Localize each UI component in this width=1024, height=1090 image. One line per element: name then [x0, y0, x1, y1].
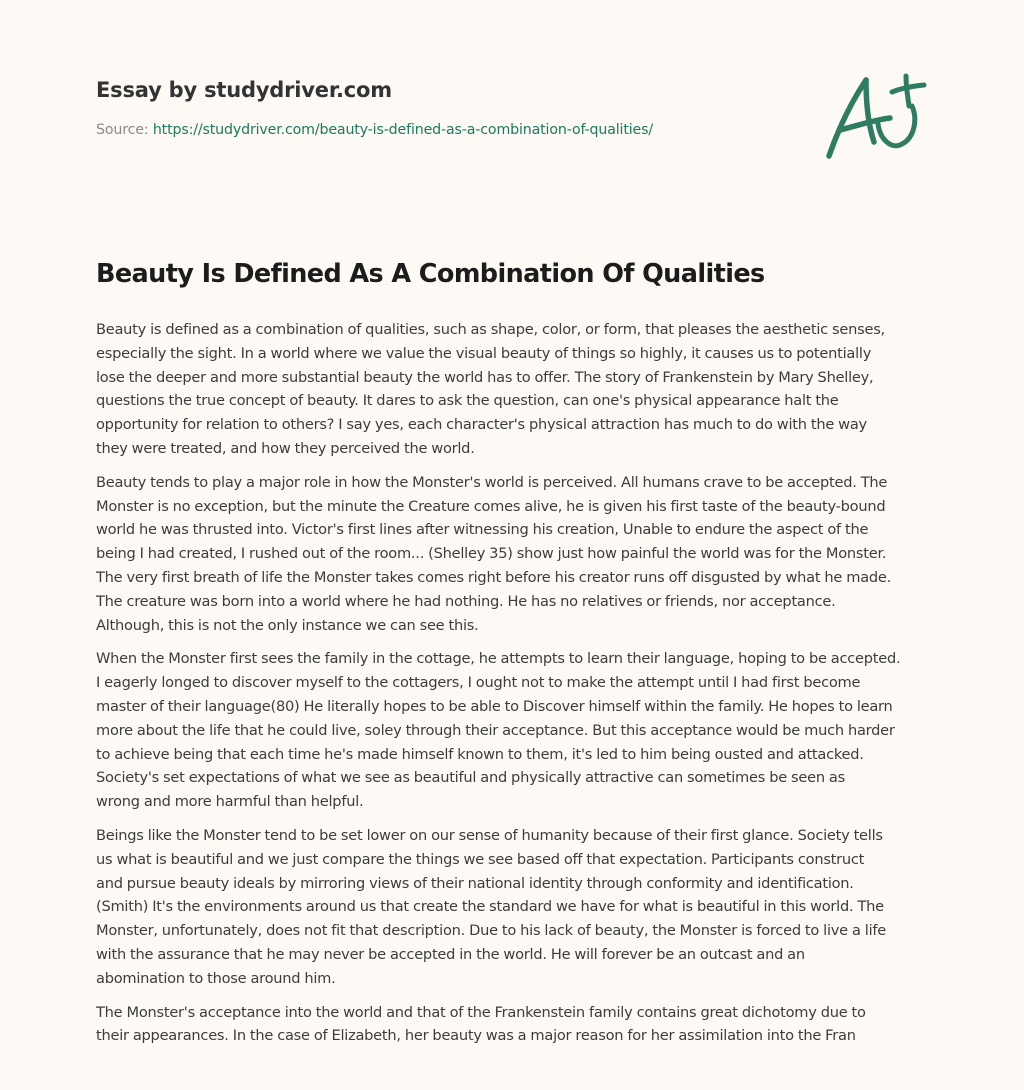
paragraph-line: lose the deeper and more substantial beauty the world has to offer. The story of Frankenstein by Mary Shelley,	[96, 368, 874, 386]
paragraph-line: Monster, unfortunately, does not fit that description. Due to his lack of beauty, the Monster is forced to live a life	[96, 922, 886, 940]
paragraph-line: (Smith) It's the environments around us that create the standard we have for what is beautiful in this world. The	[96, 898, 884, 916]
article-title: Beauty Is Defined As A Combination Of Qualities	[96, 259, 765, 289]
paragraph-line: I eagerly longed to discover myself to the cottagers, I ought not to make the attempt until I had first become	[96, 674, 861, 692]
paragraph-line: master of their language(80) He literally hopes to be able to Discover himself within the family. He hopes to learn	[96, 697, 893, 715]
paragraph-line: with the assurance that he may never be accepted in the world. He will forever be an outcast and an	[96, 945, 805, 963]
essay-header	[96, 76, 916, 140]
paragraph-line: Beings like the Monster tend to be set lower on our sense of humanity because of their first glance. Society tells	[96, 826, 883, 844]
paragraph-line: and pursue beauty ideals by mirroring views of their national identity through conformity and identification.	[96, 874, 854, 892]
paragraph-line: us what is beautiful and we just compare the things we see based off that expectation. Participants construct	[96, 850, 865, 868]
paragraph-line: especially the sight. In a world where we value the visual beauty of things so highly, it causes us to potentially	[96, 344, 872, 362]
article-paragraph	[96, 647, 938, 814]
site-title: Essay by studydriver.com	[96, 78, 392, 102]
paragraph-line: Beauty is defined as a combination of qualities, such as shape, color, or form, that pleases the aesthetic senses,	[96, 321, 885, 338]
paragraph-line: The creature was born into a world where he had nothing. He has no relatives or friends, nor acceptance.	[96, 592, 836, 610]
essay-article	[96, 254, 938, 1058]
source-line	[96, 120, 916, 140]
paragraph-line: questions the true concept of beauty. It dares to ask the question, can one's physical appearance halt the	[96, 392, 839, 410]
article-paragraph	[96, 471, 938, 638]
paragraph-line: they were treated, and how they perceived the world.	[96, 439, 475, 457]
article-paragraph	[96, 318, 938, 461]
a-plus-grade-icon	[822, 68, 928, 164]
paragraph-line: Although, this is not the only instance we can see this.	[96, 616, 479, 634]
source-label: Source:	[96, 122, 149, 138]
source-link[interactable]: https://studydriver.com/beauty-is-defined-as-a-combination-of-qualities/	[152, 122, 654, 138]
paragraph-line: opportunity for relation to others? I say yes, each character's physical attraction has much to do with the way	[96, 416, 867, 434]
paragraph-line: more about the life that he could live, soley through their acceptance. But this acceptance would be much harder	[96, 721, 895, 739]
article-paragraph	[96, 1001, 938, 1049]
paragraph-line: Monster is no exception, but the minute the Creature comes alive, he is given his first taste of the beauty-bound	[96, 497, 886, 515]
paragraph-line: When the Monster first sees the family in the cottage, he attempts to learn their language, hoping to be accepted.	[96, 650, 901, 668]
paragraph-line: The Monster's acceptance into the world and that of the Frankenstein family contains great dichotomy due to	[96, 1003, 866, 1021]
paragraph-line: world he was thrusted into. Victor's first lines after witnessing his creation, Unable to endure the aspect of the	[96, 521, 869, 539]
paragraph-line: wrong and more harmful than helpful.	[96, 793, 364, 811]
paragraph-line: being I had created, I rushed out of the room... (Shelley 35) show just how painful the world was for the Monster.	[96, 545, 887, 563]
paragraph-line: The very first breath of life the Monster takes comes right before his creator runs off disgusted by what he made.	[96, 568, 892, 586]
article-body	[96, 318, 938, 1048]
paragraph-line: their appearances. In the case of Elizabeth, her beauty was a major reason for her assimilation into the Fran	[96, 1027, 856, 1045]
paragraph-line: to achieve being that each time he's made himself known to them, it's led to him being ousted and attacked.	[96, 745, 864, 763]
paragraph-line: Society's set expectations of what we see as beautiful and physically attractive can sometimes be seen as	[96, 769, 845, 787]
paragraph-line: abomination to those around him.	[96, 969, 336, 987]
article-paragraph	[96, 824, 938, 991]
paragraph-line: Beauty tends to play a major role in how the Monster's world is perceived. All humans crave to be accepted. The	[96, 473, 888, 491]
